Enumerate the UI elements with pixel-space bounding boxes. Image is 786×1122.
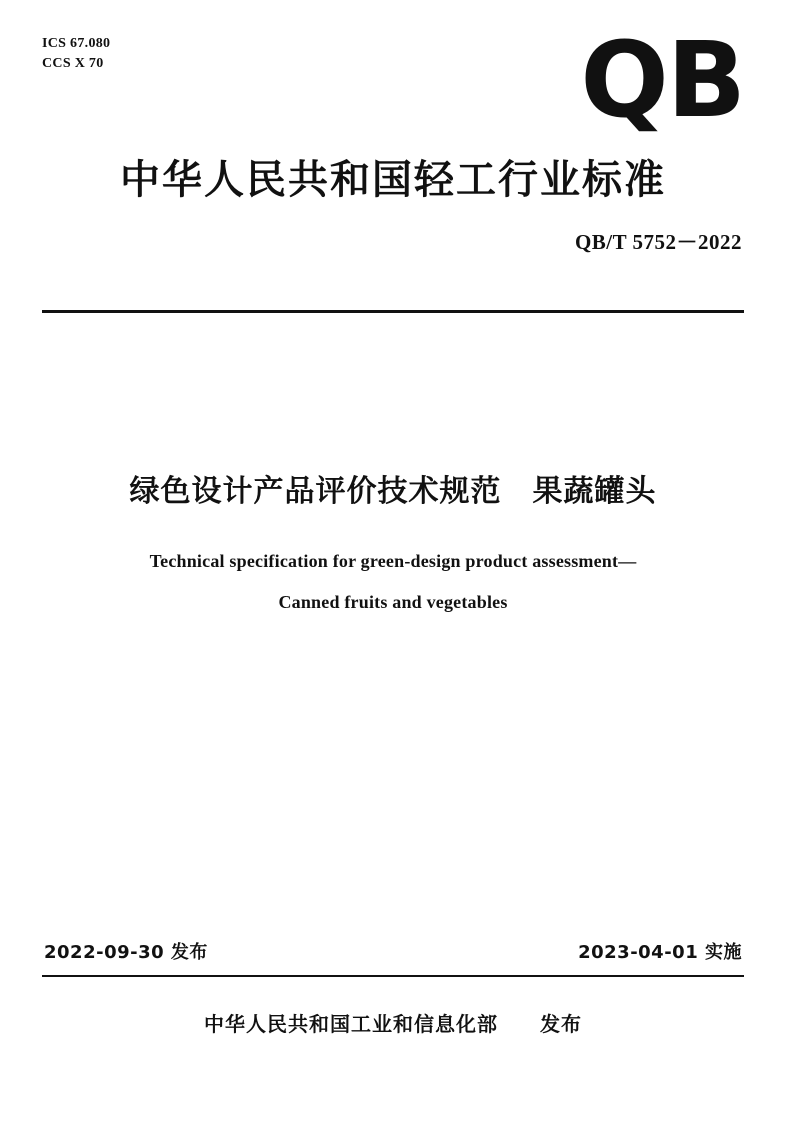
divider-top bbox=[42, 310, 744, 313]
national-standard-title: 中华人民共和国轻工行业标准 bbox=[120, 157, 666, 203]
qb-logo bbox=[564, 19, 744, 142]
document-title-chinese: 绿色设计产品评价技术规范 果蔬罐头 bbox=[129, 474, 657, 509]
cover-header bbox=[42, 19, 744, 144]
ics-code: ICS 67.080 bbox=[42, 36, 111, 51]
ccs-code: CCS X 70 bbox=[42, 56, 104, 71]
document-title-english-line2: Canned fruits and vegetables bbox=[278, 592, 508, 612]
qb-logo-text: QB bbox=[580, 19, 744, 141]
document-title-english-line1: Technical specification for green-design product assessment— bbox=[149, 551, 637, 571]
classification-codes bbox=[42, 34, 110, 74]
effective-date: 2023-04-01 实施 bbox=[578, 942, 742, 963]
publisher-line: 中华人民共和国工业和信息化部 发布 bbox=[204, 1012, 582, 1036]
issue-date: 2022-09-30 发布 bbox=[44, 942, 208, 963]
standard-number: QB/T 5752－2022 bbox=[574, 230, 742, 254]
divider-bottom bbox=[42, 975, 744, 977]
